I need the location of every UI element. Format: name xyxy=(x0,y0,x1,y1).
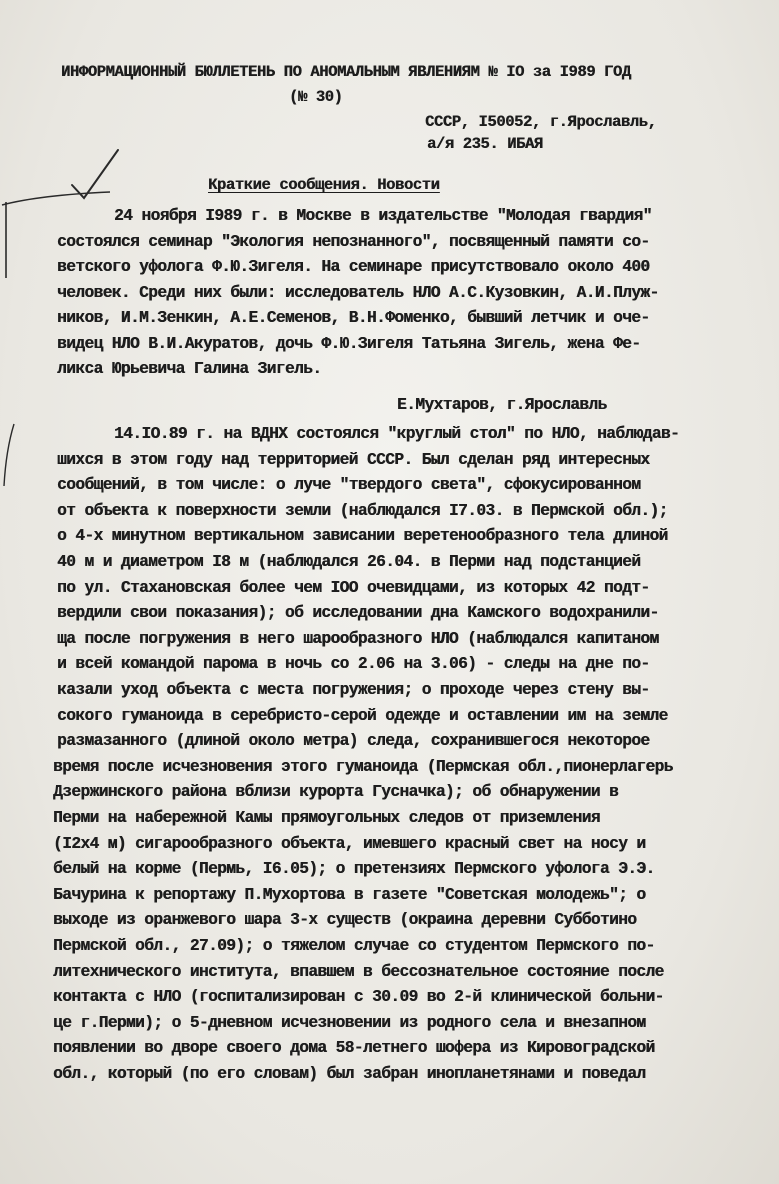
text-line: 40 м и диаметром I8 м (наблюдался 26.04. в Перми над подстанцией xyxy=(57,553,641,571)
text-line: время после исчезновения этого гуманоида (Пермская обл.,пионерлагерь xyxy=(53,757,673,776)
text-line: Дзержинского района вблизи курорта Гусначка); об обнаружении в xyxy=(53,783,619,802)
text-line: (I2х4 м) сигарообразного объекта, имевшего красный свет на носу и xyxy=(53,834,646,853)
text-line: це г.Перми); о 5-дневном исчезновении из родного села и внезапном xyxy=(53,1013,646,1032)
text-line: ща после погружения в него шарообразного НЛО (наблюдался капитаном xyxy=(57,629,659,648)
text-line: сообщений, в том числе: о луче "твердого света", сфокусированном xyxy=(57,476,641,495)
text-line: ников, И.М.Зенкин, А.Е.Семенов, В.Н.Фоменко, бывший летчик и оче- xyxy=(57,309,650,327)
text-line: появлении во дворе своего дома 58-летнего шофера из Кировоградской xyxy=(53,1039,655,1058)
text-line: размазанного (длиной около метра) следа, сохранившегося некоторое xyxy=(57,732,650,751)
text-line: и всей командой парома в ночь со 2.06 на 3.06) - следы на дне по- xyxy=(57,655,650,674)
text-line: литехнического института, впавшем в бессознательное состояние после xyxy=(53,962,664,981)
text-line: от объекта к поверхности земли (наблюдался I7.03. в Пермской обл.); xyxy=(57,501,668,520)
text-line: контакта с НЛО (госпитализирован с 30.09 во 2-й клинической больни- xyxy=(53,988,664,1007)
section-heading: Краткие сообщения. Новости xyxy=(208,176,440,194)
text-line: вердили свои показания); об исследовании дна Камского водохранили- xyxy=(57,604,659,623)
text-line: белый на корме (Пермь, I6.05); о претензиях Пермского уфолога Э.Э. xyxy=(53,860,655,879)
margin-tick-mark xyxy=(0,420,20,490)
text-line: ликса Юрьевича Галина Зигель. xyxy=(57,360,322,378)
text-line: 24 ноября I989 г. в Москве в издательстве "Молодая гвардия" xyxy=(114,207,652,225)
text-line: видец НЛО В.И.Акуратов, дочь Ф.Ю.Зигеля Татьяна Зигель, жена Фе- xyxy=(57,335,641,353)
text-line: ветского уфолога Ф.Ю.Зигеля. На семинаре присутствовало около 400 xyxy=(57,258,650,276)
text-line: 14.IO.89 г. на ВДНХ состоялся "круглый стол" по НЛО, наблюдав- xyxy=(114,425,680,443)
text-line: о 4-х минутном вертикальном зависании веретенообразного тела длиной xyxy=(57,527,668,546)
text-line: выходе из оранжевого шара 3-х существ (окраина деревни Субботино xyxy=(53,911,637,930)
paragraph-signature: Е.Мухтаров, г.Ярославль xyxy=(397,396,607,414)
text-line: человек. Среди них были: исследователь НЛО А.С.Кузовкин, А.И.Плуж- xyxy=(57,284,659,302)
text-line: сокого гуманоида в серебристо-серой одежде и оставлении им на земле xyxy=(57,706,668,725)
text-line: Пермской обл., 27.09); о тяжелом случае со студентом Пермского по- xyxy=(53,937,655,955)
text-line: Перми на набережной Камы прямоугольных следов от приземления xyxy=(53,809,600,827)
text-line: состоялся семинар "Экология непознанного", посвященный памяти со- xyxy=(57,233,650,251)
address-line-2: а/я 235. ИБАЯ xyxy=(427,135,543,153)
bulletin-title: ИНФОРМАЦИОННЫЙ БЮЛЛЕТЕНЬ ПО АНОМАЛЬНЫМ ЯВЛЕНИЯМ № IO за I989 ГОД xyxy=(61,63,631,81)
bulletin-number: (№ 30) xyxy=(289,88,343,106)
text-line: шихся в этом году над территорией СССР. Был сделан ряд интересных xyxy=(57,450,650,469)
text-line: Бачурина к репортажу П.Мухортова в газете "Советская молодежь"; о xyxy=(53,885,646,904)
text-line: по ул. Стахановская более чем IOO очевидцами, из которых 42 подт- xyxy=(57,578,650,597)
address-line-1: СССР, I50052, г.Ярославль, xyxy=(425,113,657,131)
text-line: обл., который (по его словам) был забран инопланетянами и поведал xyxy=(53,1065,646,1083)
text-line: казали уход объекта с места погружения; о проходе через стену вы- xyxy=(57,681,650,699)
